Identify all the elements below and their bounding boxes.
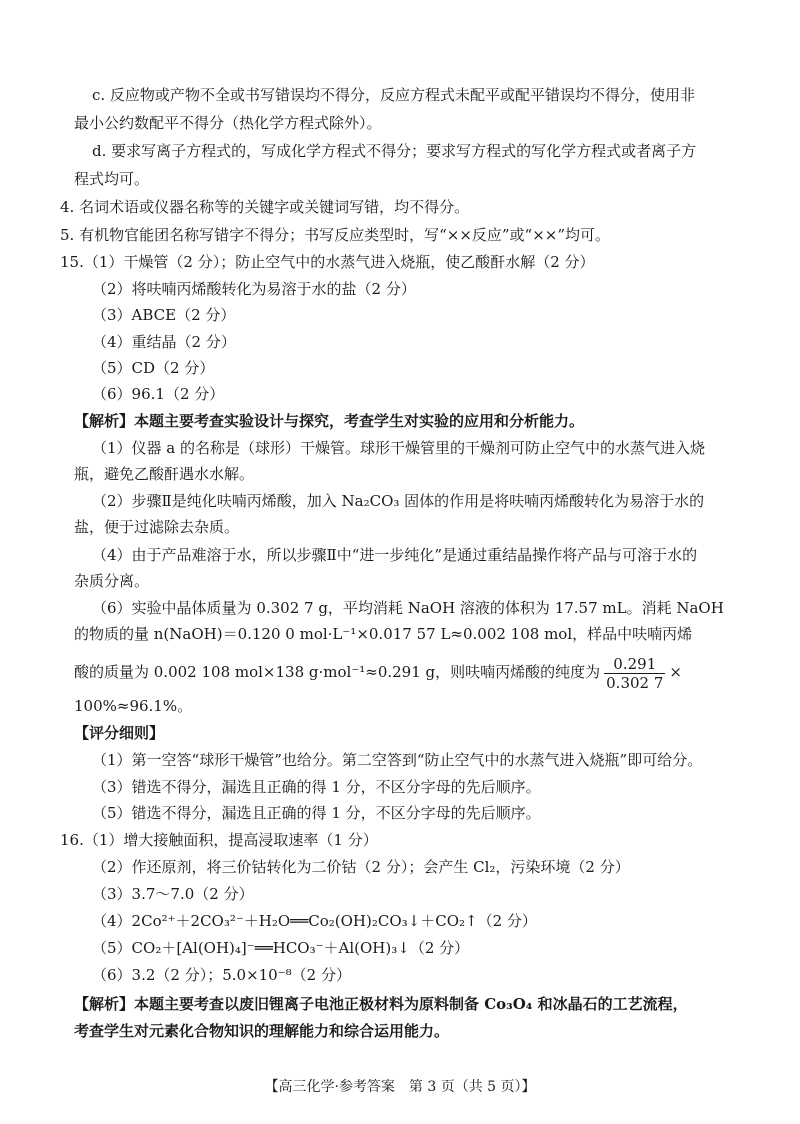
text-line: （6）3.2（2 分）；5.0×10⁻⁸（2 分）: [92, 966, 351, 984]
text-line: （2）作还原剂，将三价钴转化为二价钴（2 分）；会产生 Cl₂，污染环境（2 分）: [92, 858, 630, 876]
text-line: （6）96.1（2 分）: [92, 385, 225, 403]
text-line: （3）3.7～7.0（2 分）: [92, 885, 254, 903]
fraction-suffix: ×: [669, 663, 682, 681]
grading-heading: 【评分细则】: [74, 724, 165, 742]
text-line: 100%≈96.1%。: [74, 697, 193, 715]
text-line: （1）仪器 a 的名称是（球形）干燥管。球形干燥管里的干燥剂可防止空气中的水蒸气进入烧: [92, 439, 706, 457]
question-15-line: 15.（1）干燥管（2 分）；防止空气中的水蒸气进入烧瓶，使乙酸酐水解（2 分）: [60, 253, 595, 271]
analysis-heading: 【解析】本题主要考查实验设计与探究，考查学生对实验的应用和分析能力。: [74, 412, 585, 430]
text-line: （5）错选不得分，漏选且正确的得 1 分，不区分字母的先后顺序。: [92, 804, 541, 822]
analysis-heading: 【解析】本题主要考查以废旧锂离子电池正极材料为原料制备 Co₃O₄ 和冰晶石的工艺流程，: [74, 995, 688, 1013]
text-line: 5. 有机物官能团名称写错字不得分；书写反应类型时，写“××反应”或“××”均可。: [60, 226, 611, 244]
equation-line: （4）2Co²⁺＋2CO₃²⁻＋H₂O══Co₂(OH)₂CO₃↓＋CO₂↑（2 分）: [92, 912, 537, 930]
text-line: （5）CD（2 分）: [92, 359, 215, 377]
purity-text: 酸的质量为 0.002 108 mol×138 g·mol⁻¹≈0.291 g，则呋喃丙烯酸的纯度为: [74, 663, 601, 681]
text-line: 的物质的量 n(NaOH)＝0.120 0 mol·L⁻¹×0.017 57 L≈0.002 108 mol，样品中呋喃丙烯: [74, 625, 693, 643]
fraction-numerator: 0.291: [604, 655, 665, 674]
purity-line: [74, 652, 682, 692]
text-line: （1）第一空答“球形干燥管”也给分。第二空答到“防止空气中的水蒸气进入烧瓶”即可给分。: [92, 751, 703, 769]
equation-line: （5）CO₂＋[Al(OH)₄]⁻══HCO₃⁻＋Al(OH)₃↓（2 分）: [92, 939, 470, 957]
purity-fraction: [604, 655, 665, 692]
page-footer: 【高三化学·参考答案 第 3 页（共 5 页）】: [264, 1079, 536, 1095]
text-line: 盐，便于过滤除去杂质。: [74, 518, 240, 536]
text-line: 杂质分离。: [74, 572, 150, 590]
text-line: 瓶，避免乙酸酐遇水水解。: [74, 465, 255, 483]
text-line: （4）由于产品难溶于水，所以步骤Ⅱ中“进一步纯化”是通过重结晶操作将产品与可溶于水的: [92, 546, 698, 564]
text-line: （2）将呋喃丙烯酸转化为易溶于水的盐（2 分）: [92, 280, 416, 298]
text-line: （3）ABCE（2 分）: [92, 306, 236, 324]
text-line: 考查学生对元素化合物知识的理解能力和综合运用能力。: [74, 1022, 450, 1040]
question-16-line: 16.（1）增大接触面积，提高浸取速率（1 分）: [60, 831, 378, 849]
text-line: c. 反应物或产物不全或书写错误均不得分，反应方程式未配平或配平错误均不得分，使用非: [92, 86, 695, 104]
text-line: （4）重结晶（2 分）: [92, 333, 236, 351]
text-line: 4. 名词术语或仪器名称等的关键字或关键词写错，均不得分。: [60, 198, 470, 216]
text-line: （3）错选不得分，漏选且正确的得 1 分，不区分字母的先后顺序。: [92, 778, 541, 796]
text-line: 程式均可。: [74, 170, 150, 188]
text-line: 最小公约数配平不得分（热化学方程式除外）。: [74, 114, 382, 132]
fraction-denominator: 0.302 7: [606, 673, 664, 692]
text-line: d. 要求写离子方程式的，写成化学方程式不得分；要求写方程式的写化学方程式或者离子方: [92, 142, 697, 160]
text-line: （2）步骤Ⅱ是纯化呋喃丙烯酸，加入 Na₂CO₃ 固体的作用是将呋喃丙烯酸转化为易溶于水的: [92, 492, 705, 510]
text-line: （6）实验中晶体质量为 0.302 7 g，平均消耗 NaOH 溶液的体积为 17.57 mL。消耗 NaOH: [92, 599, 724, 617]
